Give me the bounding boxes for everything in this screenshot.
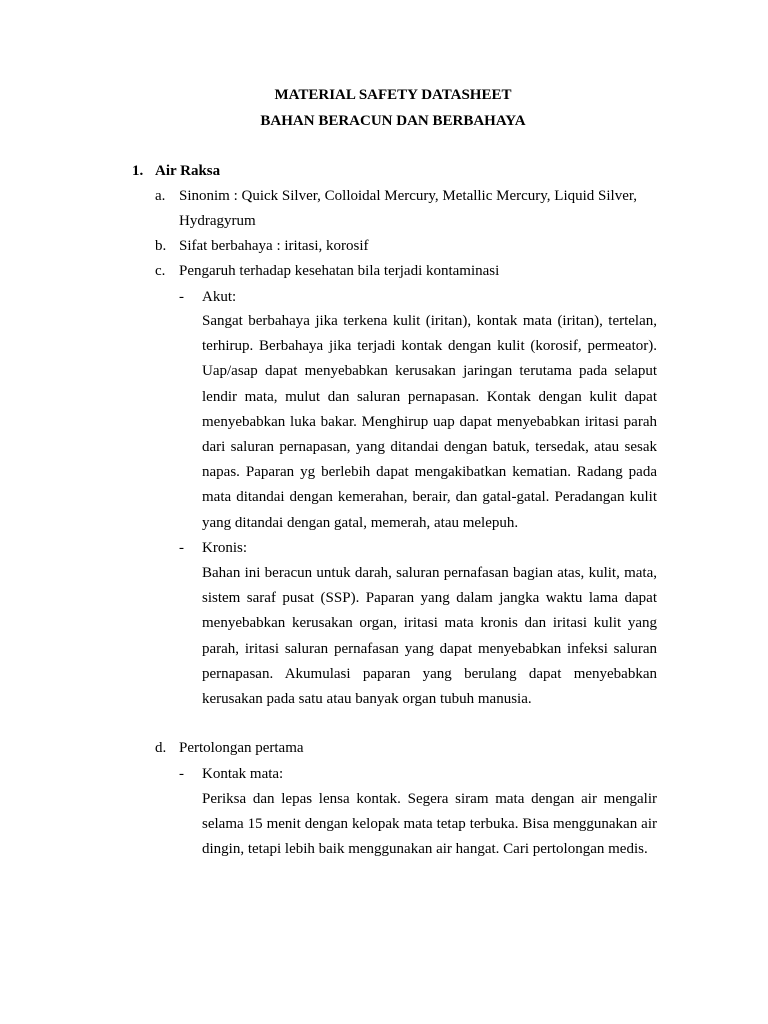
document-title: MATERIAL SAFETY DATASHEET (274, 87, 512, 103)
dash-kronis: - (179, 540, 184, 556)
list-marker-a: a. (155, 188, 166, 204)
kontak-mata-paragraph: Periksa dan lepas lensa kontak. Segera siram mata dengan air mengalir selama 15 menit dengan kelopak mata tetap terbuka. Bisa menggunakan air dingin, tetapi lebih baik menggunakan air hangat. Cari pertolongan medis. (202, 791, 657, 858)
kronis-paragraph: Bahan ini beracun untuk darah, saluran pernafasan bagian atas, kulit, mata, sistem saraf pusat (SSP). Paparan yang dalam jangka waktu lama dapat menyebabkan kerusakan organ, iritasi mata kronis dan iritasi kulit yang parah, iritasi saluran pernafasan yang dapat menyebabkan infeksi saluran pernapasan. Akumulasi paparan yang berulang dapat menyebabkan kerusakan pada satu atau banyak organ tubuh manusia. (202, 565, 657, 708)
dash-kontak-mata: - (179, 766, 184, 782)
list-marker-c: c. (155, 263, 166, 279)
list-marker-b: b. (155, 238, 167, 254)
synonym-text-line2: Hydragyrum (179, 213, 256, 229)
section-number: 1. (132, 163, 144, 179)
health-effects-text: Pengaruh terhadap kesehatan bila terjadi kontaminasi (179, 263, 500, 279)
kronis-label: Kronis: (202, 540, 247, 556)
synonym-text-line1: Sinonim : Quick Silver, Colloidal Mercury, Metallic Mercury, Liquid Silver, (179, 188, 638, 204)
first-aid-text: Pertolongan pertama (179, 740, 304, 756)
list-marker-d: d. (155, 740, 167, 756)
document-subtitle: BAHAN BERACUN DAN BERBAHAYA (260, 113, 526, 129)
section-heading: Air Raksa (155, 163, 221, 179)
dash-akut: - (179, 289, 184, 305)
akut-label: Akut: (202, 289, 237, 305)
hazard-properties-text: Sifat berbahaya : iritasi, korosif (179, 238, 369, 254)
akut-paragraph: Sangat berbahaya jika terkena kulit (iritan), kontak mata (iritan), tertelan, terhirup. Berbahaya jika terjadi kontak dengan kulit (korosif, permeator). Uap/asap dapat menyebabkan kerusakan jaringan terutama pada selaput lendir mata, mulut dan saluran pernapasan. Kontak dengan kulit dapat menyebabkan luka bakar. Menghirup uap dapat menyebabkan iritasi parah dari saluran pernapasan, yang ditandai dengan batuk, tersedak, atau sesak napas. Paparan yg berlebih dapat mengakibatkan kematian. Radang pada mata ditandai dengan kemerahan, berair, dan gatal-gatal. Peradangan kulit yang ditandai dengan gatal, memerah, atau melepuh. (202, 313, 657, 531)
kontak-mata-label: Kontak mata: (202, 766, 284, 782)
